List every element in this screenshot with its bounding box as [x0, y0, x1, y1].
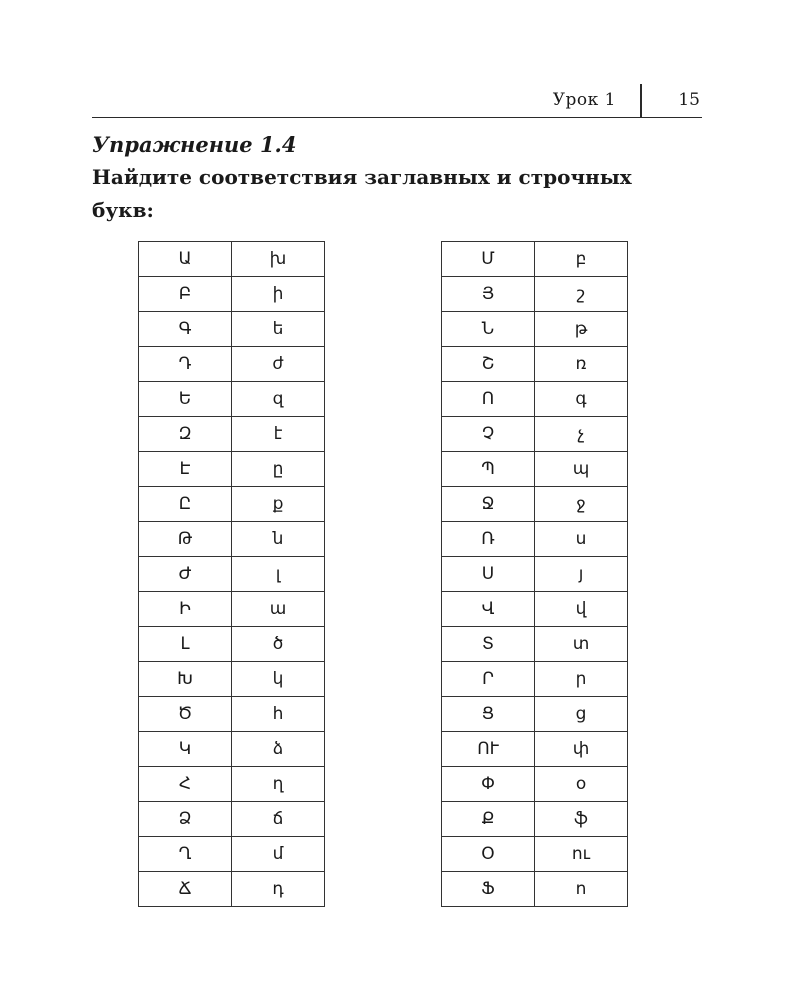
lowercase-letter-cell: ս: [535, 522, 628, 557]
table-row: [139, 627, 325, 662]
letters-table-right: [441, 241, 628, 907]
uppercase-letter-cell: Ը: [139, 487, 232, 522]
uppercase-letter-cell: ՈՒ: [442, 732, 535, 767]
table-row: [139, 662, 325, 697]
lowercase-letter-cell: խ: [232, 242, 325, 277]
table-row: [442, 382, 628, 417]
table-row: [442, 557, 628, 592]
uppercase-letter-cell: Վ: [442, 592, 535, 627]
lowercase-letter-cell: բ: [535, 242, 628, 277]
lowercase-letter-cell: մ: [232, 837, 325, 872]
uppercase-letter-cell: Յ: [442, 277, 535, 312]
table-row: [139, 697, 325, 732]
uppercase-letter-cell: Ձ: [139, 802, 232, 837]
table-row: [139, 732, 325, 767]
uppercase-letter-cell: Կ: [139, 732, 232, 767]
uppercase-letter-cell: Մ: [442, 242, 535, 277]
lowercase-letter-cell: յ: [535, 557, 628, 592]
running-header: [92, 84, 702, 118]
table-row: [139, 347, 325, 382]
lowercase-letter-cell: ե: [232, 312, 325, 347]
lowercase-letter-cell: ռ: [535, 347, 628, 382]
uppercase-letter-cell: Ռ: [442, 522, 535, 557]
lowercase-letter-cell: ջ: [535, 487, 628, 522]
table-row: [139, 522, 325, 557]
table-row: [139, 872, 325, 907]
table-row: [442, 732, 628, 767]
uppercase-letter-cell: Խ: [139, 662, 232, 697]
lowercase-letter-cell: ո: [535, 872, 628, 907]
uppercase-letter-cell: Է: [139, 452, 232, 487]
table-row: [442, 802, 628, 837]
lowercase-letter-cell: չ: [535, 417, 628, 452]
table-row: [139, 592, 325, 627]
uppercase-letter-cell: Ժ: [139, 557, 232, 592]
lowercase-letter-cell: ճ: [232, 802, 325, 837]
header-divider: [640, 84, 642, 117]
uppercase-letter-cell: Գ: [139, 312, 232, 347]
uppercase-letter-cell: Ո: [442, 382, 535, 417]
lowercase-letter-cell: զ: [232, 382, 325, 417]
exercise-title: Упражнение 1.4: [92, 132, 297, 157]
table-row: [139, 767, 325, 802]
lowercase-letter-cell: օ: [535, 767, 628, 802]
uppercase-letter-cell: Ք: [442, 802, 535, 837]
lowercase-letter-cell: ժ: [232, 347, 325, 382]
lowercase-letter-cell: ա: [232, 592, 325, 627]
lowercase-letter-cell: փ: [535, 732, 628, 767]
exercise-instruction: Найдите соответствия заглавных и строчных букв:: [92, 165, 632, 222]
table-row: [139, 557, 325, 592]
table-row: [139, 382, 325, 417]
lowercase-letter-cell: պ: [535, 452, 628, 487]
lowercase-letter-cell: շ: [535, 277, 628, 312]
lowercase-letter-cell: ձ: [232, 732, 325, 767]
table-row: [442, 872, 628, 907]
lowercase-letter-cell: լ: [232, 557, 325, 592]
table-row: [139, 452, 325, 487]
table-row: [442, 662, 628, 697]
table-row: [139, 242, 325, 277]
lowercase-letter-cell: հ: [232, 697, 325, 732]
lowercase-letter-cell: ց: [535, 697, 628, 732]
uppercase-letter-cell: Զ: [139, 417, 232, 452]
table-row: [442, 837, 628, 872]
page-number: 15: [678, 90, 700, 110]
lowercase-letter-cell: ը: [232, 452, 325, 487]
uppercase-letter-cell: Հ: [139, 767, 232, 802]
section-label: Урок 1: [552, 90, 616, 110]
uppercase-letter-cell: Ց: [442, 697, 535, 732]
table-row: [442, 417, 628, 452]
lowercase-letter-cell: ղ: [232, 767, 325, 802]
uppercase-letter-cell: Ղ: [139, 837, 232, 872]
table-row: [139, 837, 325, 872]
lowercase-letter-cell: ծ: [232, 627, 325, 662]
uppercase-letter-cell: Շ: [442, 347, 535, 382]
table-row: [442, 767, 628, 802]
table-row: [442, 347, 628, 382]
table-row: [139, 417, 325, 452]
uppercase-letter-cell: Բ: [139, 277, 232, 312]
uppercase-letter-cell: Ֆ: [442, 872, 535, 907]
letters-table-left: [138, 241, 325, 907]
uppercase-letter-cell: Տ: [442, 627, 535, 662]
table-row: [139, 487, 325, 522]
table-row: [442, 697, 628, 732]
uppercase-letter-cell: Ր: [442, 662, 535, 697]
lowercase-letter-cell: ի: [232, 277, 325, 312]
table-row: [442, 277, 628, 312]
table-row: [139, 277, 325, 312]
uppercase-letter-cell: Ա: [139, 242, 232, 277]
uppercase-letter-cell: Ի: [139, 592, 232, 627]
lowercase-letter-cell: ր: [535, 662, 628, 697]
lowercase-letter-cell: տ: [535, 627, 628, 662]
uppercase-letter-cell: Ե: [139, 382, 232, 417]
uppercase-letter-cell: Ջ: [442, 487, 535, 522]
uppercase-letter-cell: Փ: [442, 767, 535, 802]
uppercase-letter-cell: Օ: [442, 837, 535, 872]
uppercase-letter-cell: Դ: [139, 347, 232, 382]
table-row: [442, 452, 628, 487]
table-row: [442, 242, 628, 277]
uppercase-letter-cell: Թ: [139, 522, 232, 557]
table-row: [442, 592, 628, 627]
lowercase-letter-cell: ֆ: [535, 802, 628, 837]
table-row: [442, 312, 628, 347]
table-row: [139, 312, 325, 347]
table-row: [442, 487, 628, 522]
lowercase-letter-cell: դ: [232, 872, 325, 907]
uppercase-letter-cell: Ծ: [139, 697, 232, 732]
lowercase-letter-cell: կ: [232, 662, 325, 697]
uppercase-letter-cell: Ն: [442, 312, 535, 347]
uppercase-letter-cell: Ս: [442, 557, 535, 592]
uppercase-letter-cell: Ճ: [139, 872, 232, 907]
table-row: [139, 802, 325, 837]
lowercase-letter-cell: ն: [232, 522, 325, 557]
lowercase-letter-cell: վ: [535, 592, 628, 627]
table-row: [442, 522, 628, 557]
table-row: [442, 627, 628, 662]
uppercase-letter-cell: Լ: [139, 627, 232, 662]
lowercase-letter-cell: ք: [232, 487, 325, 522]
lowercase-letter-cell: ու: [535, 837, 628, 872]
lowercase-letter-cell: գ: [535, 382, 628, 417]
uppercase-letter-cell: Չ: [442, 417, 535, 452]
uppercase-letter-cell: Պ: [442, 452, 535, 487]
lowercase-letter-cell: է: [232, 417, 325, 452]
lowercase-letter-cell: թ: [535, 312, 628, 347]
